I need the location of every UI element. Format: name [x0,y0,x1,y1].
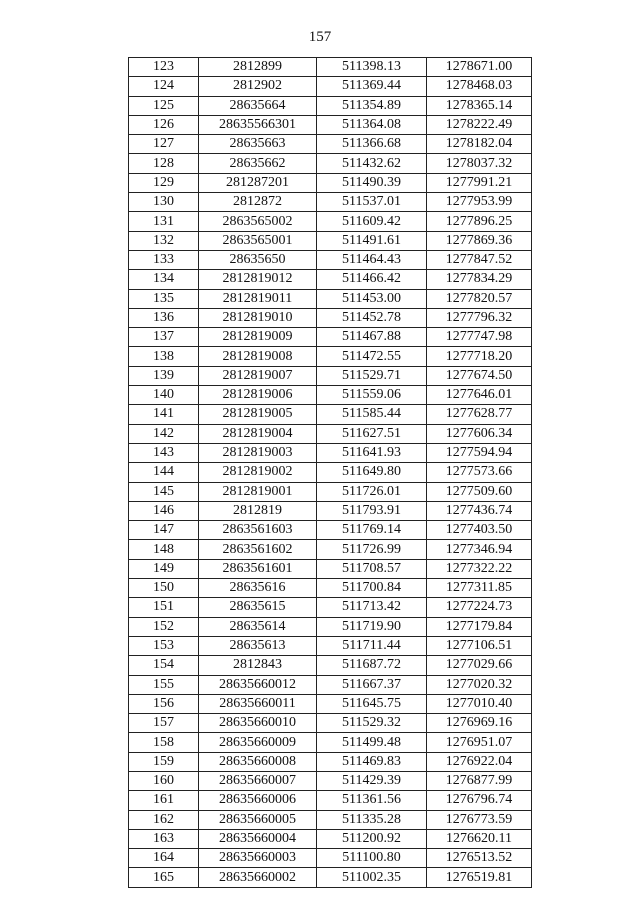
x-coordinate-cell: 511467.88 [317,328,427,347]
point-id-cell: 28635660002 [199,868,317,887]
y-coordinate-cell: 1277747.98 [427,328,532,347]
point-id-cell: 28635660007 [199,771,317,790]
table-row [129,58,532,77]
y-coordinate-cell: 1277718.20 [427,347,532,366]
point-id-cell: 2812843 [199,656,317,675]
table-row [129,154,532,173]
x-coordinate-cell: 511708.57 [317,559,427,578]
table-row [129,752,532,771]
y-coordinate-cell: 1277674.50 [427,366,532,385]
y-coordinate-cell: 1277646.01 [427,386,532,405]
point-id-cell: 2812872 [199,193,317,212]
row-number-cell: 143 [129,443,199,462]
table-row [129,366,532,385]
point-id-cell: 2863561601 [199,559,317,578]
y-coordinate-cell: 1276796.74 [427,791,532,810]
y-coordinate-cell: 1277403.50 [427,521,532,540]
point-id-cell: 28635660010 [199,714,317,733]
table-row [129,193,532,212]
x-coordinate-cell: 511453.00 [317,289,427,308]
x-coordinate-cell: 511491.61 [317,231,427,250]
y-coordinate-cell: 1277179.84 [427,617,532,636]
point-id-cell: 28635660008 [199,752,317,771]
point-id-cell: 2863561603 [199,521,317,540]
x-coordinate-cell: 511335.28 [317,810,427,829]
table-row [129,521,532,540]
row-number-cell: 141 [129,405,199,424]
x-coordinate-cell: 511361.56 [317,791,427,810]
table-row [129,115,532,134]
row-number-cell: 132 [129,231,199,250]
x-coordinate-cell: 511432.62 [317,154,427,173]
point-id-cell: 28635660012 [199,675,317,694]
row-number-cell: 130 [129,193,199,212]
point-id-cell: 28635566301 [199,115,317,134]
x-coordinate-cell: 511002.35 [317,868,427,887]
point-id-cell: 28635660006 [199,791,317,810]
row-number-cell: 127 [129,135,199,154]
point-id-cell: 2812819010 [199,308,317,327]
y-coordinate-cell: 1276620.11 [427,829,532,848]
table-row [129,810,532,829]
point-id-cell: 2812819008 [199,347,317,366]
row-number-cell: 155 [129,675,199,694]
point-id-cell: 28635660005 [199,810,317,829]
y-coordinate-cell: 1277020.32 [427,675,532,694]
row-number-cell: 158 [129,733,199,752]
table-row [129,250,532,269]
x-coordinate-cell: 511711.44 [317,636,427,655]
row-number-cell: 152 [129,617,199,636]
row-number-cell: 156 [129,694,199,713]
y-coordinate-cell: 1277606.34 [427,424,532,443]
point-id-cell: 2863565002 [199,212,317,231]
point-id-cell: 2812819012 [199,270,317,289]
y-coordinate-cell: 1277628.77 [427,405,532,424]
table-row [129,675,532,694]
y-coordinate-cell: 1276773.59 [427,810,532,829]
table-row [129,135,532,154]
table-row [129,96,532,115]
x-coordinate-cell: 511529.71 [317,366,427,385]
point-id-cell: 2812819009 [199,328,317,347]
point-id-cell: 2812819003 [199,443,317,462]
row-number-cell: 157 [129,714,199,733]
row-number-cell: 126 [129,115,199,134]
x-coordinate-cell: 511469.83 [317,752,427,771]
x-coordinate-cell: 511369.44 [317,77,427,96]
table-row [129,656,532,675]
y-coordinate-cell: 1277869.36 [427,231,532,250]
y-coordinate-cell: 1277796.32 [427,308,532,327]
table-body [129,58,532,888]
y-coordinate-cell: 1278037.32 [427,154,532,173]
row-number-cell: 148 [129,540,199,559]
x-coordinate-cell: 511364.08 [317,115,427,134]
y-coordinate-cell: 1278182.04 [427,135,532,154]
y-coordinate-cell: 1277029.66 [427,656,532,675]
y-coordinate-cell: 1277311.85 [427,579,532,598]
x-coordinate-cell: 511726.99 [317,540,427,559]
point-id-cell: 28635660004 [199,829,317,848]
row-number-cell: 125 [129,96,199,115]
point-id-cell: 2812819006 [199,386,317,405]
point-id-cell: 2812819005 [199,405,317,424]
point-id-cell: 28635662 [199,154,317,173]
table-row [129,829,532,848]
row-number-cell: 123 [129,58,199,77]
x-coordinate-cell: 511585.44 [317,405,427,424]
y-coordinate-cell: 1277820.57 [427,289,532,308]
row-number-cell: 149 [129,559,199,578]
x-coordinate-cell: 511687.72 [317,656,427,675]
x-coordinate-cell: 511793.91 [317,501,427,520]
x-coordinate-cell: 511559.06 [317,386,427,405]
x-coordinate-cell: 511769.14 [317,521,427,540]
x-coordinate-cell: 511529.32 [317,714,427,733]
table-row [129,771,532,790]
point-id-cell: 2863561602 [199,540,317,559]
x-coordinate-cell: 511713.42 [317,598,427,617]
table-row [129,443,532,462]
row-number-cell: 128 [129,154,199,173]
row-number-cell: 139 [129,366,199,385]
table-row [129,424,532,443]
table-row [129,270,532,289]
row-number-cell: 164 [129,849,199,868]
point-id-cell: 2812899 [199,58,317,77]
x-coordinate-cell: 511472.55 [317,347,427,366]
table-row [129,540,532,559]
point-id-cell: 28635660003 [199,849,317,868]
row-number-cell: 124 [129,77,199,96]
y-coordinate-cell: 1277322.22 [427,559,532,578]
y-coordinate-cell: 1277594.94 [427,443,532,462]
y-coordinate-cell: 1276951.07 [427,733,532,752]
x-coordinate-cell: 511398.13 [317,58,427,77]
table-row [129,598,532,617]
x-coordinate-cell: 511464.43 [317,250,427,269]
x-coordinate-cell: 511537.01 [317,193,427,212]
y-coordinate-cell: 1277953.99 [427,193,532,212]
x-coordinate-cell: 511452.78 [317,308,427,327]
point-id-cell: 28635650 [199,250,317,269]
row-number-cell: 145 [129,482,199,501]
row-number-cell: 140 [129,386,199,405]
table-row [129,173,532,192]
point-id-cell: 28635616 [199,579,317,598]
page-number: 157 [308,29,332,45]
table-row [129,849,532,868]
y-coordinate-cell: 1276969.16 [427,714,532,733]
y-coordinate-cell: 1277010.40 [427,694,532,713]
row-number-cell: 161 [129,791,199,810]
x-coordinate-cell: 511627.51 [317,424,427,443]
x-coordinate-cell: 511499.48 [317,733,427,752]
y-coordinate-cell: 1277224.73 [427,598,532,617]
table-row [129,559,532,578]
y-coordinate-cell: 1278468.03 [427,77,532,96]
row-number-cell: 159 [129,752,199,771]
row-number-cell: 131 [129,212,199,231]
row-number-cell: 134 [129,270,199,289]
point-id-cell: 281287201 [199,173,317,192]
table-row [129,733,532,752]
row-number-cell: 144 [129,463,199,482]
x-coordinate-cell: 511649.80 [317,463,427,482]
table-row [129,289,532,308]
x-coordinate-cell: 511726.01 [317,482,427,501]
table-row [129,463,532,482]
table-row [129,617,532,636]
x-coordinate-cell: 511366.68 [317,135,427,154]
table-row [129,694,532,713]
row-number-cell: 151 [129,598,199,617]
y-coordinate-cell: 1277847.52 [427,250,532,269]
point-id-cell: 2812819007 [199,366,317,385]
point-id-cell: 2812819011 [199,289,317,308]
y-coordinate-cell: 1278671.00 [427,58,532,77]
point-id-cell: 28635664 [199,96,317,115]
x-coordinate-cell: 511700.84 [317,579,427,598]
table-row [129,308,532,327]
table-row [129,579,532,598]
point-id-cell: 28635614 [199,617,317,636]
y-coordinate-cell: 1277834.29 [427,270,532,289]
y-coordinate-cell: 1278222.49 [427,115,532,134]
table-row [129,212,532,231]
y-coordinate-cell: 1277436.74 [427,501,532,520]
y-coordinate-cell: 1277573.66 [427,463,532,482]
x-coordinate-cell: 511490.39 [317,173,427,192]
point-id-cell: 28635663 [199,135,317,154]
row-number-cell: 146 [129,501,199,520]
table-row [129,791,532,810]
point-id-cell: 2812819 [199,501,317,520]
y-coordinate-cell: 1276877.99 [427,771,532,790]
coordinates-table [128,57,532,888]
x-coordinate-cell: 511667.37 [317,675,427,694]
table-row [129,636,532,655]
table-row [129,714,532,733]
table-row [129,347,532,366]
x-coordinate-cell: 511719.90 [317,617,427,636]
x-coordinate-cell: 511100.80 [317,849,427,868]
x-coordinate-cell: 511200.92 [317,829,427,848]
row-number-cell: 142 [129,424,199,443]
y-coordinate-cell: 1276513.52 [427,849,532,868]
row-number-cell: 136 [129,308,199,327]
y-coordinate-cell: 1276922.04 [427,752,532,771]
table-row [129,231,532,250]
row-number-cell: 163 [129,829,199,848]
x-coordinate-cell: 511609.42 [317,212,427,231]
table-row [129,77,532,96]
x-coordinate-cell: 511641.93 [317,443,427,462]
row-number-cell: 165 [129,868,199,887]
x-coordinate-cell: 511429.39 [317,771,427,790]
row-number-cell: 133 [129,250,199,269]
point-id-cell: 2812819002 [199,463,317,482]
row-number-cell: 160 [129,771,199,790]
table-row [129,328,532,347]
table-row [129,405,532,424]
x-coordinate-cell: 511354.89 [317,96,427,115]
row-number-cell: 135 [129,289,199,308]
row-number-cell: 153 [129,636,199,655]
table-row [129,386,532,405]
point-id-cell: 2812819001 [199,482,317,501]
row-number-cell: 137 [129,328,199,347]
point-id-cell: 2863565001 [199,231,317,250]
x-coordinate-cell: 511645.75 [317,694,427,713]
row-number-cell: 129 [129,173,199,192]
point-id-cell: 28635660011 [199,694,317,713]
row-number-cell: 138 [129,347,199,366]
point-id-cell: 2812902 [199,77,317,96]
row-number-cell: 154 [129,656,199,675]
point-id-cell: 28635660009 [199,733,317,752]
y-coordinate-cell: 1277106.51 [427,636,532,655]
y-coordinate-cell: 1276519.81 [427,868,532,887]
y-coordinate-cell: 1277346.94 [427,540,532,559]
row-number-cell: 147 [129,521,199,540]
y-coordinate-cell: 1278365.14 [427,96,532,115]
y-coordinate-cell: 1277991.21 [427,173,532,192]
row-number-cell: 162 [129,810,199,829]
point-id-cell: 28635615 [199,598,317,617]
table-row [129,868,532,887]
point-id-cell: 2812819004 [199,424,317,443]
y-coordinate-cell: 1277896.25 [427,212,532,231]
x-coordinate-cell: 511466.42 [317,270,427,289]
table-row [129,501,532,520]
table-row [129,482,532,501]
row-number-cell: 150 [129,579,199,598]
y-coordinate-cell: 1277509.60 [427,482,532,501]
point-id-cell: 28635613 [199,636,317,655]
